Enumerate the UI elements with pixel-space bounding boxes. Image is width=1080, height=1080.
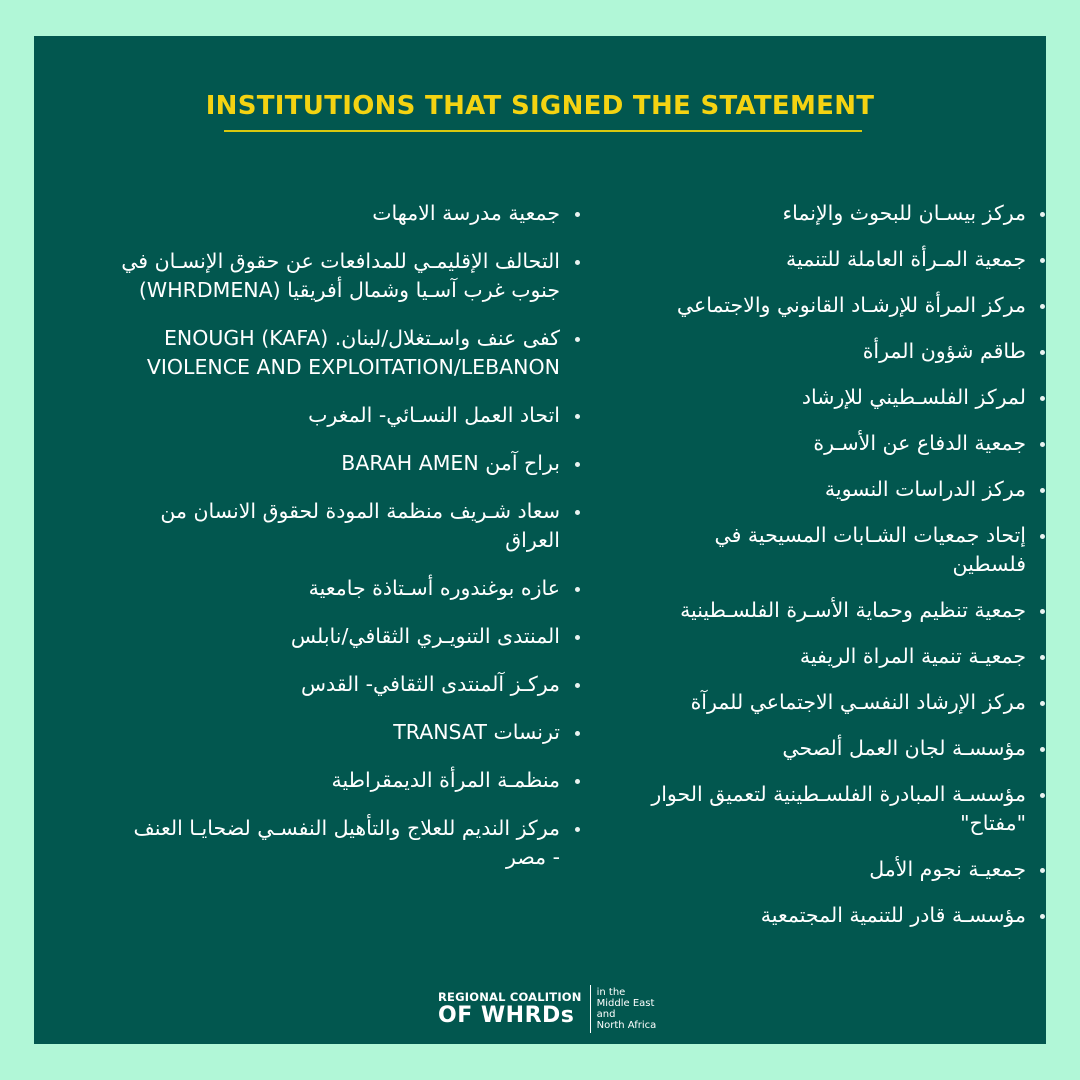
bullet-icon: [1040, 793, 1045, 798]
bullet-icon: [575, 337, 580, 342]
bullet-icon: [575, 731, 580, 736]
list-item: مركز الدراسات النسوية: [556, 475, 1026, 504]
bullet-icon: [575, 462, 580, 467]
left-institution-list: [52, 199, 560, 891]
list-item: اتحاد العمل النسـائي- المغرب: [52, 401, 560, 430]
bullet-icon: [1040, 914, 1045, 919]
bullet-icon: [575, 260, 580, 265]
list-item: ترنسات TRANSAT: [52, 718, 560, 747]
title-underline: [224, 130, 862, 132]
list-item: كفى عنف واسـتغلال/لبنان. (KAFA) ENOUGH VIOLENCE AND EXPLOITATION/LEBANON: [52, 324, 560, 382]
bullet-icon: [1040, 488, 1045, 493]
bullet-icon: [1040, 304, 1045, 309]
bullet-icon: [1040, 701, 1045, 706]
list-item: المنتدى التنويـري الثقافي/نابلس: [52, 622, 560, 651]
list-item: جمعية مدرسة الامهات: [52, 199, 560, 228]
list-item: جمعية تنظيم وحماية الأسـرة الفلسـطينية: [556, 596, 1026, 625]
list-item: إتحاد جمعيات الشـابات المسيحية في فلسطين: [556, 521, 1026, 579]
list-item: جمعيـة تنمية المراة الريفية: [556, 642, 1026, 671]
bullet-icon: [575, 827, 580, 832]
logo-tagline-2: Middle East: [596, 998, 655, 1009]
list-item: منظمـة المرأة الديمقراطية: [52, 766, 560, 795]
logo-tagline-1: in the: [596, 987, 626, 998]
bullet-icon: [575, 779, 580, 784]
bullet-icon: [1040, 350, 1045, 355]
list-item: مركز الإرشاد النفسـي الاجتماعي للمرآة: [556, 688, 1026, 717]
list-item: جمعية الدفاع عن الأسـرة: [556, 429, 1026, 458]
list-item: مؤسسـة قادر للتنمية المجتمعية: [556, 901, 1026, 930]
bullet-icon: [1040, 258, 1045, 263]
bullet-icon: [1040, 396, 1045, 401]
logo-line-1: REGIONAL COALITION: [438, 990, 582, 1004]
bullet-icon: [1040, 534, 1045, 539]
bullet-icon: [575, 587, 580, 592]
list-item: لمركز الفلسـطيني للإرشاد: [556, 383, 1026, 412]
bullet-icon: [575, 414, 580, 419]
list-item: سعاد شـريف منظمة المودة لحقوق الانسان من العراق: [52, 497, 560, 555]
logo-tagline-4: North Africa: [596, 1020, 657, 1031]
statement-card: [34, 36, 1046, 1044]
list-item: مركز المرأة للإرشـاد القانوني والاجتماعي: [556, 291, 1026, 320]
list-item: جمعيـة نجوم الأمل: [556, 855, 1026, 884]
bullet-icon: [1040, 868, 1045, 873]
bullet-icon: [1040, 655, 1045, 660]
list-item: مؤسسـة لجان العمل ألصحي: [556, 734, 1026, 763]
logo-line-2: OF WHRDs: [438, 1003, 575, 1028]
bullet-icon: [1040, 747, 1045, 752]
bullet-icon: [575, 510, 580, 515]
bullet-icon: [1040, 442, 1045, 447]
bullet-icon: [575, 212, 580, 217]
list-item: التحالف الإقليمـي للمدافعات عن حقوق الإنسـان في جنوب غرب آسـيا وشمال أفريقيا (WHRDMENA): [52, 247, 560, 305]
bullet-icon: [575, 635, 580, 640]
bullet-icon: [575, 683, 580, 688]
page-title: INSTITUTIONS THAT SIGNED THE STATEMENT: [205, 91, 875, 121]
list-item: عازه بوغندوره أسـتاذة جامعية: [52, 574, 560, 603]
logo-tagline-3: and: [596, 1009, 616, 1020]
list-item: مؤسسـة المبادرة الفلسـطينية لتعميق الحوار "مفتاح": [556, 780, 1026, 838]
list-item: جمعية المـرأة العاملة للتنمية: [556, 245, 1026, 274]
list-item: براح آمن BARAH AMEN: [52, 449, 560, 478]
logo-divider: [590, 985, 591, 1033]
list-item: مركز بيسـان للبحوث والإنماء: [556, 199, 1026, 228]
list-item: طاقم شؤون المرأة: [556, 337, 1026, 366]
coalition-logo: [438, 984, 656, 1034]
right-institution-list: [556, 199, 1026, 947]
list-item: مركـز آلمنتدى الثقافي- القدس: [52, 670, 560, 699]
bullet-icon: [1040, 212, 1045, 217]
bullet-icon: [1040, 609, 1045, 614]
list-item: مركز النديم للعلاج والتأهيل النفسـي لضحايـا العنف - مصر: [52, 814, 560, 872]
